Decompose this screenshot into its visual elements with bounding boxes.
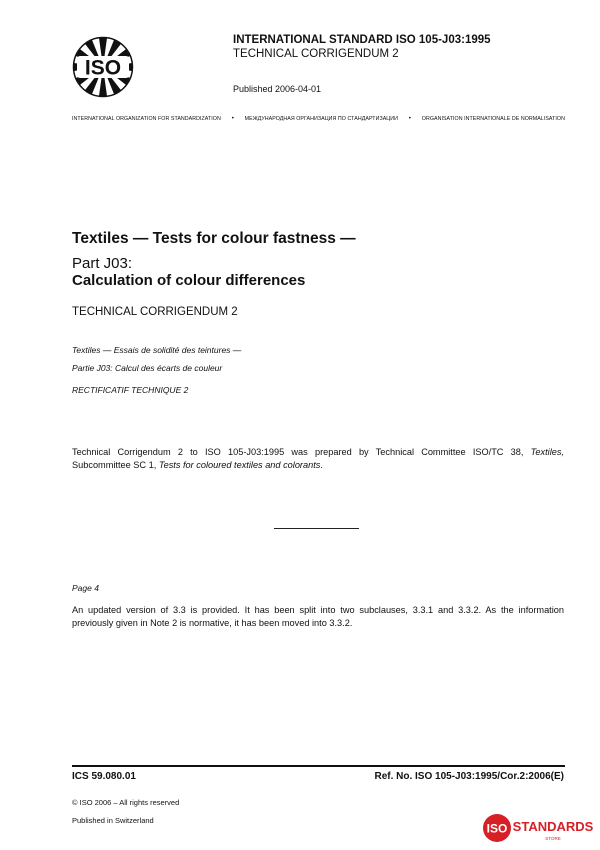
intro-text-2: Subcommittee SC 1, (72, 460, 159, 470)
org-name-fr: ORGANISATION INTERNATIONALE DE NORMALISATION (421, 116, 565, 122)
org-name-en: INTERNATIONAL ORGANIZATION FOR STANDARDIZATION (72, 116, 221, 122)
store-logo-small: STORE (545, 836, 561, 841)
intro-text-3: . (320, 460, 323, 470)
intro-subcommittee-name: Tests for coloured textiles and colorants (158, 460, 321, 470)
corrigendum-label: TECHNICAL CORRIGENDUM 2 (72, 306, 238, 318)
iso-logo-text: ISO (84, 56, 122, 80)
ics-code: ICS 59.080.01 (72, 771, 136, 782)
part-title: Calculation of colour differences (72, 272, 306, 289)
iso-logo (72, 36, 134, 98)
document-subtitle: TECHNICAL CORRIGENDUM 2 (233, 48, 399, 60)
copyright-notice: © ISO 2006 – All rights reserved (72, 798, 180, 807)
french-part-title: Partie J03: Calcul des écarts de couleur (72, 363, 223, 373)
section-separator (274, 528, 359, 529)
organization-names (72, 116, 565, 122)
part-number: Part J03: (72, 255, 133, 272)
published-location: Published in Switzerland (72, 816, 154, 825)
org-name-ru: МЕЖДУНАРОДНАЯ ОРГАНИЗАЦИЯ ПО СТАНДАРТИЗАЦИИ (244, 116, 398, 122)
french-title: Textiles — Essais de solidité des teintures — (72, 345, 242, 355)
reference-number: Ref. No. ISO 105-J03:1995/Cor.2:2006(E) (374, 771, 564, 782)
page-reference: Page 4 (72, 583, 99, 593)
store-logo-badge-text: ISO (486, 821, 508, 836)
org-separator: • (408, 116, 411, 122)
document-title: INTERNATIONAL STANDARD ISO 105-J03:1995 (233, 34, 491, 46)
iso-standards-store-logo (482, 811, 594, 845)
org-separator: • (231, 116, 234, 122)
intro-paragraph (72, 446, 564, 472)
main-title: Textiles — Tests for colour fastness — (72, 230, 356, 247)
footer-rule (72, 765, 565, 767)
published-date: Published 2006-04-01 (233, 84, 322, 94)
intro-committee-name: Textiles, (530, 447, 564, 457)
intro-text-1: Technical Corrigendum 2 to ISO 105-J03:1995 was prepared by Technical Committee ISO/TC 38, (72, 447, 531, 457)
correction-paragraph: An updated version of 3.3 is provided. It has been split into two subclauses, 3.3.1 and 3.3.2. As the information previously given in Note 2 is normative, it has been moved into 3.3.2. (72, 605, 564, 628)
french-corrigendum: RECTIFICATIF TECHNIQUE 2 (72, 385, 189, 395)
store-logo-word: STANDARDS (512, 819, 594, 834)
